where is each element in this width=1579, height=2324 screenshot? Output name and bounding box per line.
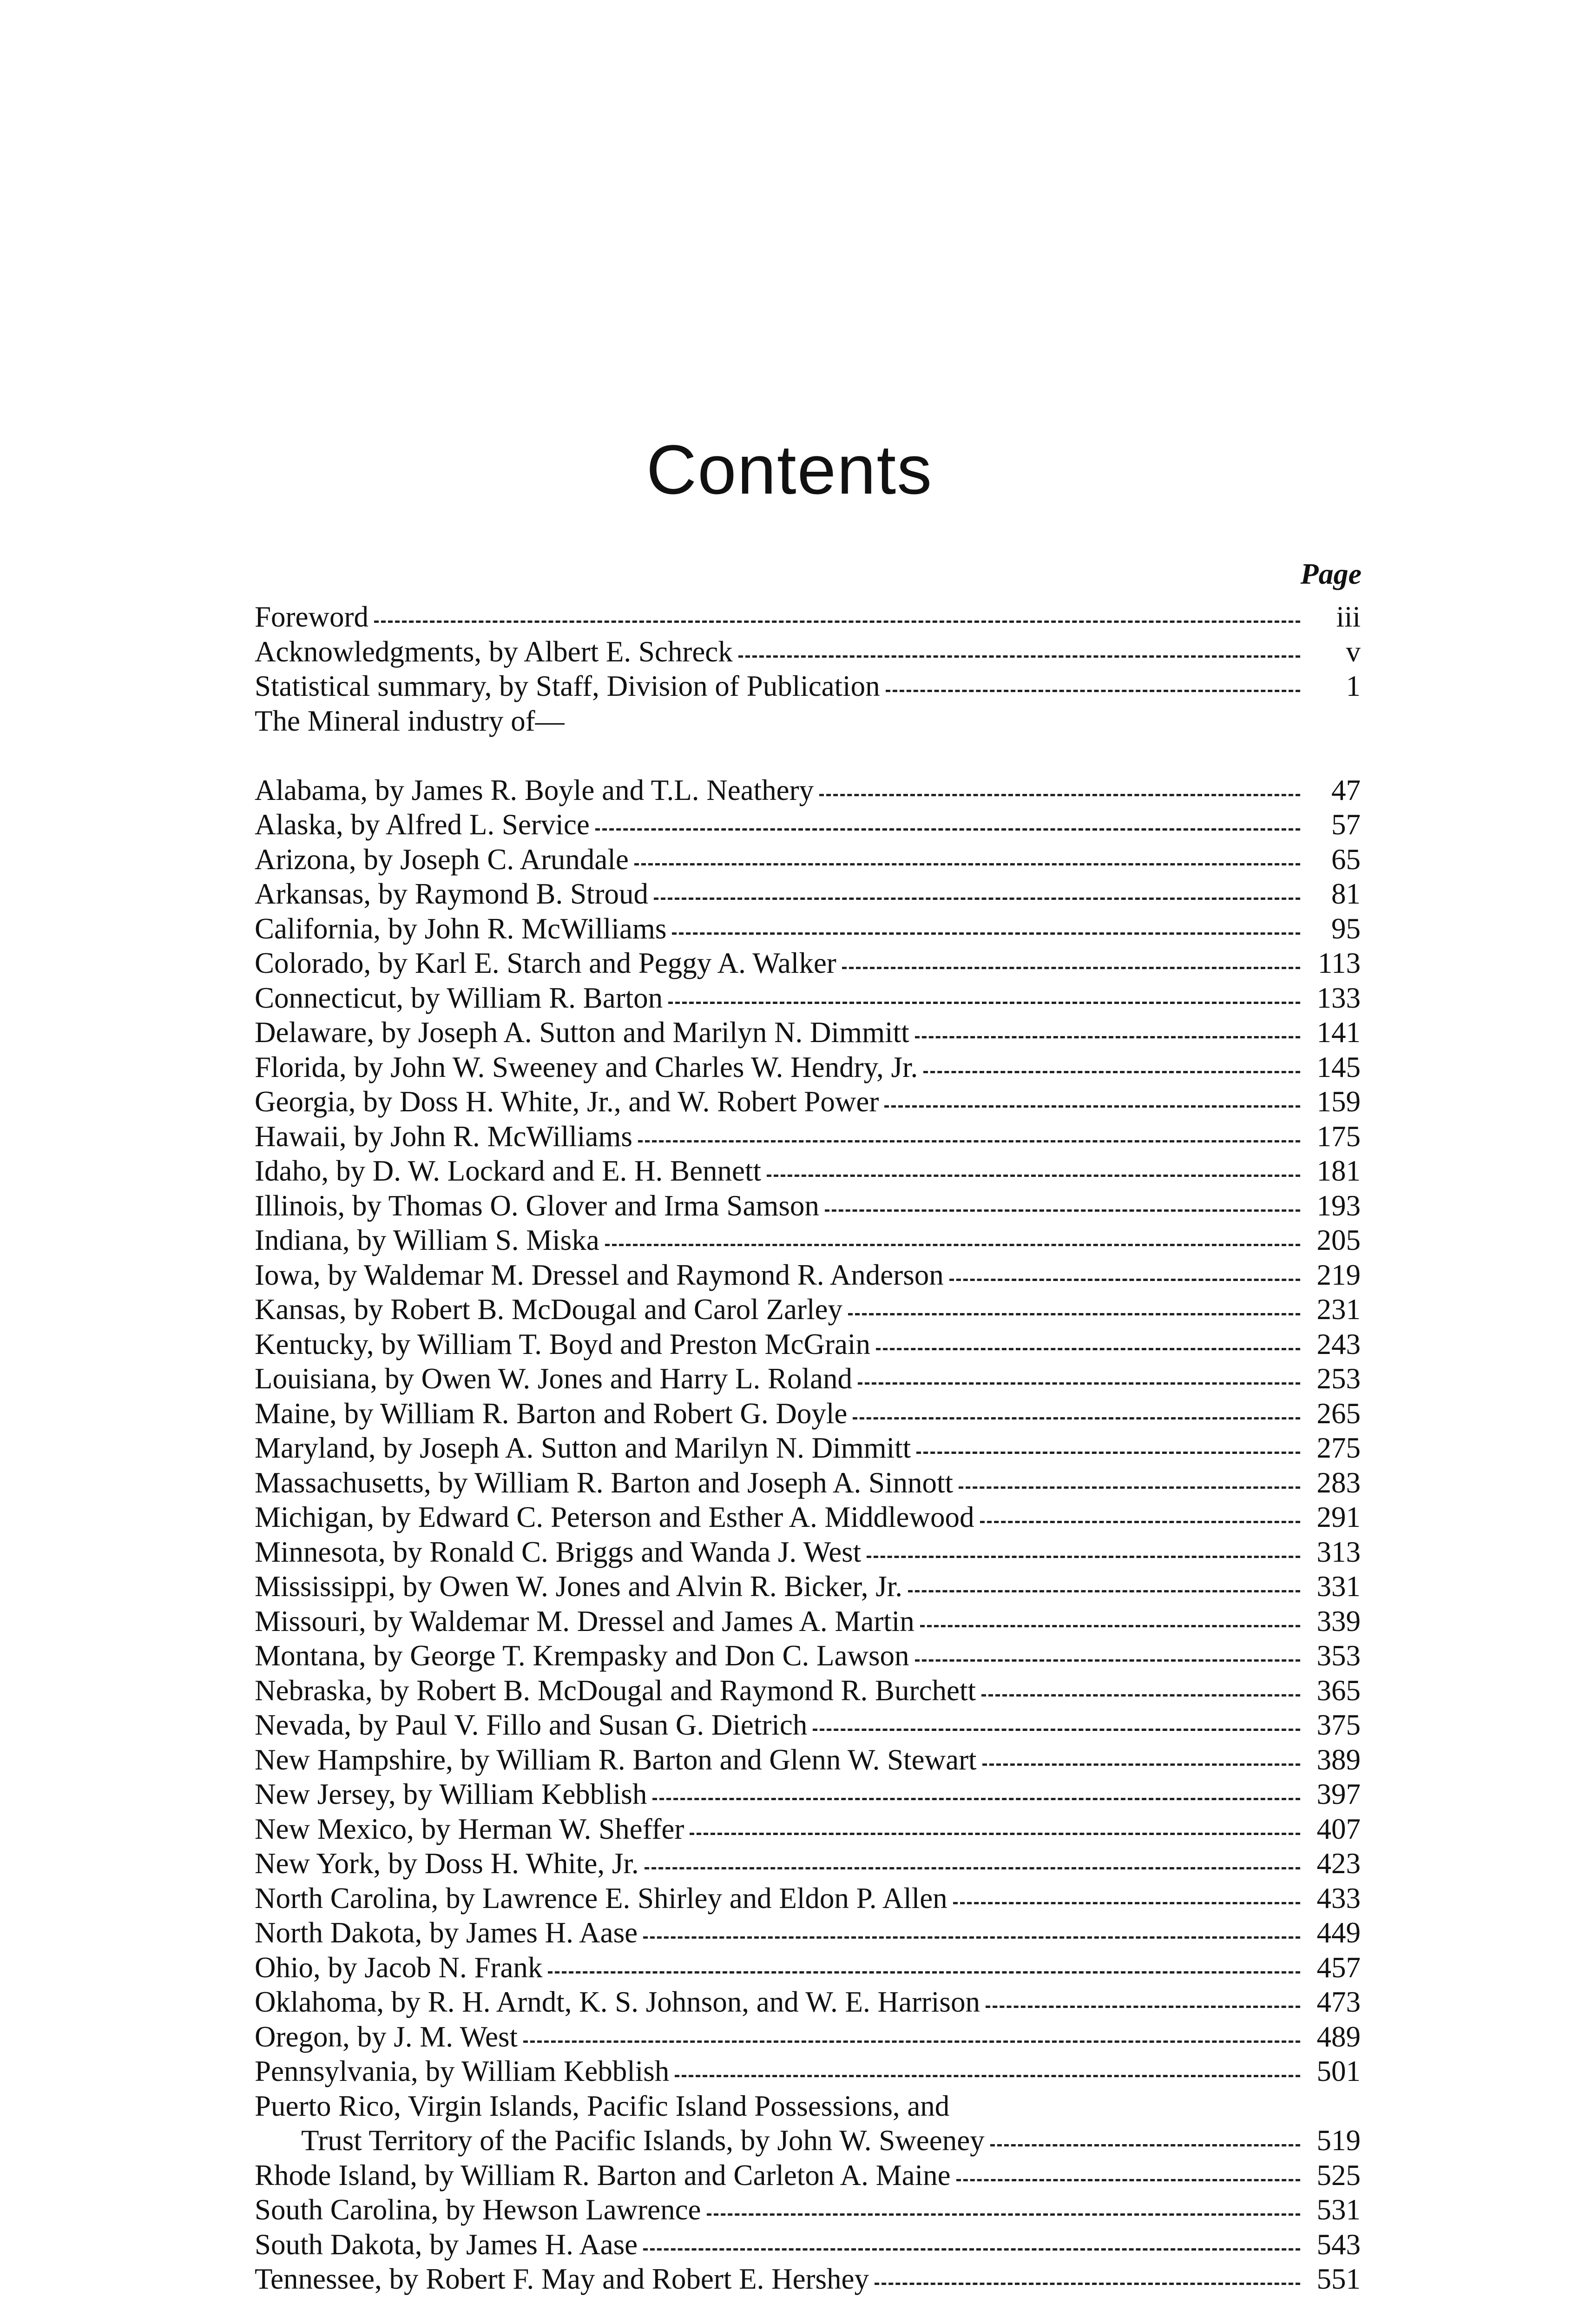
toc-entry-label: Puerto Rico, Virgin Islands, Pacific Island Possessions, and xyxy=(255,2089,950,2122)
dot-leader xyxy=(867,1556,1300,1558)
toc-entry-label: South Dakota, by James H. Aase xyxy=(255,2228,638,2261)
toc-entry-label: Acknowledgments, by Albert E. Schreck xyxy=(255,635,733,668)
toc-entry-page-number: 275 xyxy=(1316,1432,1361,1464)
toc-entry-page-number: 243 xyxy=(1316,1327,1361,1360)
toc-entry-label: New York, by Doss H. White, Jr. xyxy=(255,1847,639,1880)
toc-entry[interactable] xyxy=(255,1638,1361,1673)
toc-entry-label: Nevada, by Paul V. Fillo and Susan G. Dietrich xyxy=(255,1709,808,1741)
toc-entry-label: Maryland, by Joseph A. Sutton and Marilyn N. Dimmitt xyxy=(255,1432,911,1464)
toc-entry-page-number: 133 xyxy=(1316,981,1361,1014)
toc-entry-page-number: 57 xyxy=(1331,808,1361,841)
dot-leader xyxy=(819,794,1300,796)
dot-leader xyxy=(668,1002,1300,1004)
dot-leader xyxy=(738,655,1300,658)
toc-entry-page-number: 397 xyxy=(1316,1778,1361,1810)
dot-leader xyxy=(884,1105,1300,1108)
toc-entry-label: Hawaii, by John R. McWilliams xyxy=(255,1120,632,1153)
dot-leader xyxy=(652,1798,1300,1800)
toc-entry-label: Alaska, by Alfred L. Service xyxy=(255,808,590,841)
toc-entry-label: Alabama, by James R. Boyle and T.L. Neathery xyxy=(255,773,814,806)
toc-entry-page-number: 283 xyxy=(1316,1466,1361,1499)
dot-leader xyxy=(986,2006,1300,2008)
toc-entry-page-number: 525 xyxy=(1316,2159,1361,2192)
toc-entry[interactable] xyxy=(255,1535,1361,1570)
toc-entry-label: North Dakota, by James H. Aase xyxy=(255,1916,638,1949)
toc-entry-page-number: 159 xyxy=(1316,1085,1361,1118)
section-heading-row xyxy=(255,704,1361,739)
table-of-contents xyxy=(255,600,1361,2297)
toc-entry[interactable] xyxy=(255,634,1361,669)
toc-entry-label: Idaho, by D. W. Lockard and E. H. Bennett xyxy=(255,1155,762,1187)
dot-leader xyxy=(595,828,1300,831)
toc-entry[interactable] xyxy=(255,1881,1361,1916)
toc-entry-label: Iowa, by Waldemar M. Dressel and Raymond R. Anderson xyxy=(255,1258,944,1291)
toc-entry[interactable] xyxy=(255,1812,1361,1847)
toc-entry-page-number: 253 xyxy=(1316,1362,1361,1395)
toc-entry[interactable] xyxy=(255,1985,1361,2020)
toc-entry-page-number: 457 xyxy=(1316,1951,1361,1984)
dot-leader xyxy=(672,932,1300,935)
toc-entry-label: Ohio, by Jacob N. Frank xyxy=(255,1951,543,1984)
toc-entry-label: South Carolina, by Hewson Lawrence xyxy=(255,2193,701,2226)
toc-entry-label: Trust Territory of the Pacific Islands, by John W. Sweeney xyxy=(301,2124,985,2157)
toc-entry[interactable] xyxy=(255,1777,1361,1812)
toc-entry[interactable] xyxy=(255,1223,1361,1258)
dot-leader xyxy=(981,1694,1300,1697)
toc-entry-label: Delaware, by Joseph A. Sutton and Marilyn N. Dimmitt xyxy=(255,1016,909,1049)
dot-leader xyxy=(825,1209,1300,1212)
toc-entry[interactable] xyxy=(255,2020,1361,2054)
toc-entry[interactable] xyxy=(255,877,1361,911)
section-gap xyxy=(255,738,1361,773)
dot-leader xyxy=(875,2283,1300,2285)
toc-entry-label: Connecticut, by William R. Barton xyxy=(255,981,663,1014)
toc-entry-label: New Hampshire, by William R. Barton and Glenn W. Stewart xyxy=(255,1743,977,1776)
toc-entry[interactable] xyxy=(255,1915,1361,1950)
toc-entry[interactable] xyxy=(255,2054,1361,2089)
toc-entry-page-number: 193 xyxy=(1316,1189,1361,1222)
toc-entry-page-number: 339 xyxy=(1316,1604,1361,1637)
toc-entry[interactable] xyxy=(255,1119,1361,1154)
dot-leader xyxy=(767,1175,1300,1177)
toc-entry[interactable] xyxy=(255,1154,1361,1188)
toc-entry-puerto-rico-line1[interactable] xyxy=(255,2089,1361,2124)
toc-entry-page-number: 531 xyxy=(1316,2193,1361,2226)
toc-entry-label: Colorado, by Karl E. Starch and Peggy A. Walker xyxy=(255,947,836,979)
toc-entry-label: Kansas, by Robert B. McDougal and Carol Zarley xyxy=(255,1293,842,1326)
page-column-header: Page xyxy=(1300,557,1362,590)
state-entries-list xyxy=(255,773,1361,2089)
dot-leader xyxy=(876,1348,1300,1350)
toc-entry-label: Montana, by George T. Krempasky and Don C. Lawson xyxy=(255,1639,909,1672)
toc-entry[interactable] xyxy=(255,911,1361,946)
toc-entry-label: Florida, by John W. Sweeney and Charles W. Hendry, Jr. xyxy=(255,1050,918,1083)
toc-entry[interactable] xyxy=(255,981,1361,1016)
toc-entry-page-number: 407 xyxy=(1316,1812,1361,1845)
state-entries-list-tail xyxy=(255,2158,1361,2297)
toc-entry[interactable] xyxy=(255,1708,1361,1743)
toc-entry-page-number: 423 xyxy=(1316,1847,1361,1880)
page-title: Contents xyxy=(646,430,933,508)
toc-entry-page-number: 365 xyxy=(1316,1674,1361,1707)
toc-entry-page-number: 47 xyxy=(1331,773,1361,806)
toc-entry[interactable] xyxy=(255,1188,1361,1223)
toc-entry[interactable] xyxy=(255,1466,1361,1500)
dot-leader xyxy=(959,1486,1300,1489)
toc-entry[interactable] xyxy=(255,1327,1361,1362)
toc-entry-label: Michigan, by Edward C. Peterson and Esther A. Middlewood xyxy=(255,1501,974,1533)
toc-entry[interactable] xyxy=(255,1743,1361,1777)
toc-entry-page-number: 231 xyxy=(1316,1293,1361,1326)
dot-leader xyxy=(915,1036,1300,1038)
toc-entry-label: Arizona, by Joseph C. Arundale xyxy=(255,843,629,876)
dot-leader xyxy=(886,690,1300,692)
toc-entry-label: New Mexico, by Herman W. Sheffer xyxy=(255,1812,684,1845)
dot-leader xyxy=(675,2075,1300,2077)
toc-entry-label: Louisiana, by Owen W. Jones and Harry L. Roland xyxy=(255,1362,853,1395)
dot-leader xyxy=(953,1902,1300,1904)
toc-entry-label: Georgia, by Doss H. White, Jr., and W. Robert Power xyxy=(255,1085,879,1118)
toc-entry-page-number: 113 xyxy=(1317,947,1361,979)
toc-entry[interactable] xyxy=(255,842,1361,877)
toc-entry-label: Massachusetts, by William R. Barton and Joseph A. Sinnott xyxy=(255,1466,953,1499)
dot-leader xyxy=(915,1659,1301,1662)
toc-entry-label: California, by John R. McWilliams xyxy=(255,912,667,945)
toc-entry[interactable] xyxy=(255,669,1361,704)
dot-leader xyxy=(707,2213,1300,2216)
toc-entry-page-number: 313 xyxy=(1316,1535,1361,1568)
dot-leader xyxy=(813,1729,1300,1731)
dot-leader xyxy=(858,1382,1300,1385)
toc-entry-label: Missouri, by Waldemar M. Dressel and James A. Martin xyxy=(255,1604,915,1637)
toc-entry-page-number: 145 xyxy=(1316,1050,1361,1083)
toc-entry-label: Nebraska, by Robert B. McDougal and Raymond R. Burchett xyxy=(255,1674,976,1707)
toc-entry-label: Kentucky, by William T. Boyd and Preston McGrain xyxy=(255,1327,870,1360)
dot-leader xyxy=(982,1763,1300,1766)
toc-entry-page-number: 81 xyxy=(1331,878,1361,910)
toc-entry-label: Rhode Island, by William R. Barton and Carleton A. Maine xyxy=(255,2159,951,2192)
toc-entry[interactable] xyxy=(255,1396,1361,1431)
toc-entry[interactable] xyxy=(255,2227,1361,2262)
toc-entry[interactable] xyxy=(255,1050,1361,1085)
dot-leader xyxy=(645,1867,1300,1869)
dot-leader xyxy=(605,1244,1300,1246)
toc-entry-page-number: 449 xyxy=(1316,1916,1361,1949)
toc-entry-label: Foreword xyxy=(255,601,368,633)
dot-leader xyxy=(980,1521,1300,1523)
toc-entry[interactable] xyxy=(255,1292,1361,1327)
toc-entry[interactable] xyxy=(255,1950,1361,1985)
toc-entry-page-number: 219 xyxy=(1316,1258,1361,1291)
toc-entry-label: Statistical summary, by Staff, Division of Publication xyxy=(255,670,880,702)
toc-entry-label: Maine, by William R. Barton and Robert G. Doyle xyxy=(255,1397,848,1430)
section-heading: The Mineral industry of— xyxy=(255,704,565,737)
toc-entry-page-number: 551 xyxy=(1316,2263,1361,2295)
toc-entry-puerto-rico-line2[interactable] xyxy=(255,2123,1361,2158)
toc-entry-page-number: 519 xyxy=(1316,2124,1361,2157)
toc-entry-page-number: 433 xyxy=(1316,1882,1361,1915)
toc-entry[interactable] xyxy=(255,1569,1361,1604)
dot-leader xyxy=(908,1590,1300,1592)
toc-entry[interactable] xyxy=(255,2262,1361,2297)
toc-entry[interactable] xyxy=(255,600,1361,634)
dot-leader xyxy=(643,2248,1300,2251)
dot-leader xyxy=(374,621,1300,623)
toc-entry-label: Pennsylvania, by William Kebblish xyxy=(255,2055,670,2087)
toc-entry-label: New Jersey, by William Kebblish xyxy=(255,1778,647,1810)
toc-entry[interactable] xyxy=(255,773,1361,808)
toc-entry-label: North Carolina, by Lawrence E. Shirley and Eldon P. Allen xyxy=(255,1882,947,1915)
toc-entry[interactable] xyxy=(255,1015,1361,1050)
toc-entry-page-number: 389 xyxy=(1316,1743,1361,1776)
dot-leader xyxy=(916,1452,1300,1454)
toc-entry-page-number: 331 xyxy=(1316,1570,1361,1603)
toc-entry-page-number: 473 xyxy=(1316,1986,1361,2018)
toc-entry-page-number: 291 xyxy=(1316,1501,1361,1533)
toc-entry-page-number: 65 xyxy=(1331,843,1361,876)
dot-leader xyxy=(990,2144,1300,2146)
dot-leader xyxy=(956,2179,1300,2181)
toc-entry-page-number: 489 xyxy=(1316,2020,1361,2053)
dot-leader xyxy=(548,1971,1300,1974)
toc-entry-label: Illinois, by Thomas O. Glover and Irma Samson xyxy=(255,1189,819,1222)
toc-entry[interactable] xyxy=(255,1084,1361,1119)
toc-entry[interactable] xyxy=(255,807,1361,842)
toc-entry-page-number: 175 xyxy=(1316,1120,1361,1153)
toc-entry-label: Tennessee, by Robert F. May and Robert E. Hershey xyxy=(255,2263,869,2295)
toc-entry[interactable] xyxy=(255,2192,1361,2227)
dot-leader xyxy=(654,898,1300,900)
dot-leader xyxy=(523,2040,1300,2043)
dot-leader xyxy=(634,863,1300,865)
dot-leader xyxy=(853,1417,1300,1419)
dot-leader xyxy=(949,1279,1300,1281)
toc-entry[interactable] xyxy=(255,2158,1361,2193)
dot-leader xyxy=(638,1140,1300,1142)
toc-entry-page-number: 181 xyxy=(1316,1155,1361,1187)
toc-entry-label: Minnesota, by Ronald C. Briggs and Wanda J. West xyxy=(255,1535,862,1568)
dot-leader xyxy=(842,967,1300,969)
toc-entry[interactable] xyxy=(255,1604,1361,1639)
toc-entry-page-number: 375 xyxy=(1316,1709,1361,1741)
toc-entry-page-number: 543 xyxy=(1316,2228,1361,2261)
dot-leader xyxy=(923,1071,1300,1073)
toc-entry-page-number: 205 xyxy=(1316,1224,1361,1256)
toc-entry-page-number: 501 xyxy=(1316,2055,1361,2087)
toc-entry[interactable] xyxy=(255,1258,1361,1293)
toc-entry[interactable] xyxy=(255,1673,1361,1708)
toc-entry-label: Arkansas, by Raymond B. Stroud xyxy=(255,878,648,910)
toc-entry-page-number: 265 xyxy=(1316,1397,1361,1430)
toc-entry-label: Mississippi, by Owen W. Jones and Alvin R. Bicker, Jr. xyxy=(255,1570,903,1603)
dot-leader xyxy=(848,1313,1300,1315)
toc-entry-page-number: v xyxy=(1346,635,1361,668)
dot-leader xyxy=(920,1625,1300,1627)
toc-entry-label: Oregon, by J. M. West xyxy=(255,2020,518,2053)
dot-leader xyxy=(690,1833,1300,1835)
toc-entry[interactable] xyxy=(255,1500,1361,1535)
toc-entry[interactable] xyxy=(255,1846,1361,1881)
toc-entry-page-number: 95 xyxy=(1331,912,1361,945)
toc-entry[interactable] xyxy=(255,1361,1361,1396)
toc-entry-page-number: 353 xyxy=(1316,1639,1361,1672)
toc-entry[interactable] xyxy=(255,1431,1361,1466)
toc-entry-label: Oklahoma, by R. H. Arndt, K. S. Johnson, and W. E. Harrison xyxy=(255,1986,980,2018)
toc-entry-page-number: 1 xyxy=(1346,670,1361,702)
toc-entry-label: Indiana, by William S. Miska xyxy=(255,1224,599,1256)
toc-entry[interactable] xyxy=(255,946,1361,981)
toc-entry-page-number: 141 xyxy=(1316,1016,1361,1049)
front-matter-list xyxy=(255,600,1361,704)
toc-entry-page-number: iii xyxy=(1336,601,1361,633)
dot-leader xyxy=(643,1936,1300,1939)
